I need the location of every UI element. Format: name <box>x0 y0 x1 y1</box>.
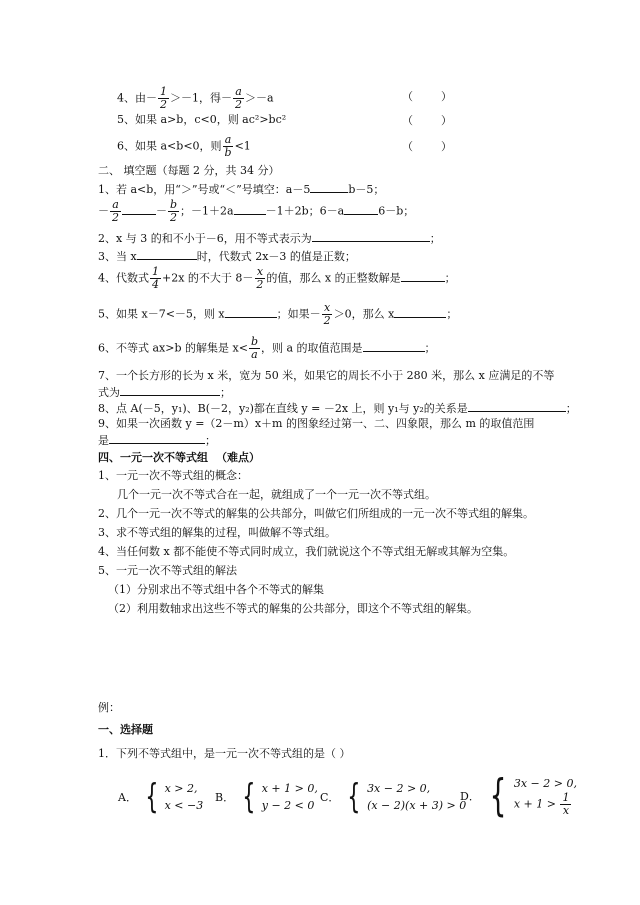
option-b[interactable]: B． { x + 1 > 0, y − 2 < 0 <box>215 777 318 817</box>
fraction: $\frac{1}{2}$ <box>160 85 167 111</box>
fraction: $\frac{x}{2}$ <box>256 265 264 291</box>
answer-blank[interactable] <box>234 203 266 215</box>
answer-paren: （ ） <box>402 90 452 103</box>
question-8: 8、点 A(－5，y₁)、B(－2，y₂)都在直线 y = －2x 上，则 y₁与 y₂的关系是 ； <box>98 402 577 415</box>
question-1: 1、若 a<b，用“＞”号或“＜”号填空：a－5 b－5； <box>98 183 385 196</box>
method-step-2: （2）利用数轴求出这些不等式的解集的公共部分，即这个不等式组的解集。 <box>108 602 478 615</box>
question-7: 7、一个长方形的长为 x 米，宽为 50 米，如果它的周长不小于 280 米，那么 x 应满足的不等 <box>98 369 555 382</box>
fraction: $\frac{1}{x}$ <box>562 791 570 817</box>
concept-4: 4、当任何数 x 都不能使不等式同时成立，我们就说这个不等式组无解或其解为空集。 <box>98 545 515 558</box>
answer-blank[interactable] <box>401 270 445 282</box>
question-3: 3、当 x 时，代数式 2x－3 的值是正数； <box>98 250 356 263</box>
answer-blank[interactable] <box>344 203 378 215</box>
question-2: 2、x 与 3 的和不小于－6，用不等式表示为 ； <box>98 232 441 245</box>
item-text: 如果 a<b<0，则 <box>135 139 222 153</box>
section-2-title: 二、 填空题（每题 2 分，共 34 分） <box>98 164 280 177</box>
method-step-1: （1）分别求出不等式组中各个不等式的解集 <box>108 583 324 596</box>
concept-2: 2、几个一元一次不等式的解集的公共部分，叫做它们所组成的一元一次不等式组的解集。 <box>98 507 534 520</box>
question-6: 6、不等式 ax>b 的解集是 x< $\frac{b}{a}$ ，则 a 的取值范围是 ； <box>98 335 436 361</box>
item-5: 5、如果 a>b，c<0，则 ac²>bc² <box>117 113 287 126</box>
fraction: $\frac{b}{a}$ <box>250 335 258 361</box>
item-4 <box>117 86 274 111</box>
question-7-cont: 式为 ； <box>98 386 231 399</box>
item-6: 6、如果 a<b<0，则 $\frac{a}{b}$ <1 <box>117 133 251 159</box>
answer-paren: （ ） <box>402 140 452 153</box>
concept-5: 5、一元一次不等式组的解法 <box>98 564 237 577</box>
item-text: ＞－1，得－ <box>170 91 232 105</box>
question-1-cont: － $\frac{a}{2}$ － $\frac{b}{2}$ ；－1＋2a －1＋2b；6－a 6－b； <box>98 198 415 224</box>
question-9: 9、如果一次函数 y =（2－m）x＋m 的图象经过第一、二、四象限，那么 m 的取值范围 <box>98 417 535 430</box>
fraction: $\frac{a}{2}$ <box>235 85 242 111</box>
fraction: $\frac{b}{2}$ <box>170 198 178 224</box>
answer-blank[interactable] <box>225 306 277 318</box>
item-text: 如果 a>b，c<0，则 ac²>bc² <box>135 113 287 126</box>
fraction: $\frac{x}{2}$ <box>323 301 331 327</box>
item-text: ＞－a <box>245 91 274 105</box>
answer-blank[interactable] <box>120 384 220 396</box>
answer-blank[interactable] <box>109 432 205 444</box>
example-question-1: 1．下列不等式组中，是一元一次不等式组的是（ ） <box>98 747 351 760</box>
answer-blank[interactable] <box>394 306 446 318</box>
answer-paren: （ ） <box>402 114 452 127</box>
fraction: $\frac{a}{b}$ <box>224 133 232 159</box>
question-9-cont: 是 ； <box>98 434 216 447</box>
fraction: $\frac{1}{4}$ <box>152 265 159 291</box>
concept-3: 3、求不等式组的解集的过程，叫做解不等式组。 <box>98 526 336 539</box>
answer-blank[interactable] <box>468 400 566 412</box>
answer-blank[interactable] <box>312 230 430 242</box>
concept-1: 1、一元一次不等式组的概念： <box>98 469 248 482</box>
option-a[interactable]: A． { x > 2, x < −3 <box>118 777 204 817</box>
example-section-title: 一、选择题 <box>98 723 153 736</box>
option-d[interactable]: D． { 3x − 2 > 0, x + 1 > $\frac{1}{x}$ <box>460 770 577 821</box>
example-label: 例： <box>98 701 120 714</box>
concept-1-body: 几个一元一次不等式合在一起，就组成了一个一元一次不等式组。 <box>117 488 436 501</box>
question-5: 5、如果 x－7<－5，则 x ；如果－ $\frac{x}{2}$ ＞0，那么 x ； <box>98 301 458 327</box>
item-number: 4、 <box>117 91 135 105</box>
answer-blank[interactable] <box>310 181 348 193</box>
answer-blank[interactable] <box>363 340 425 352</box>
answer-blank[interactable] <box>137 248 197 260</box>
section-4-title: 四、一元一次不等式组 （难点） <box>98 451 260 464</box>
item-text: 由－ <box>135 91 157 105</box>
answer-blank[interactable] <box>122 203 156 215</box>
fraction: $\frac{a}{2}$ <box>112 198 119 224</box>
question-4: 4、代数式 $\frac{1}{4}$ +2x 的不大于 8－ $\frac{x}{2}$ 的值，那么 x 的正整数解是 ； <box>98 265 456 291</box>
option-c[interactable]: C． { 3x − 2 > 0, (x − 2)(x + 3) > 0 <box>320 777 467 817</box>
